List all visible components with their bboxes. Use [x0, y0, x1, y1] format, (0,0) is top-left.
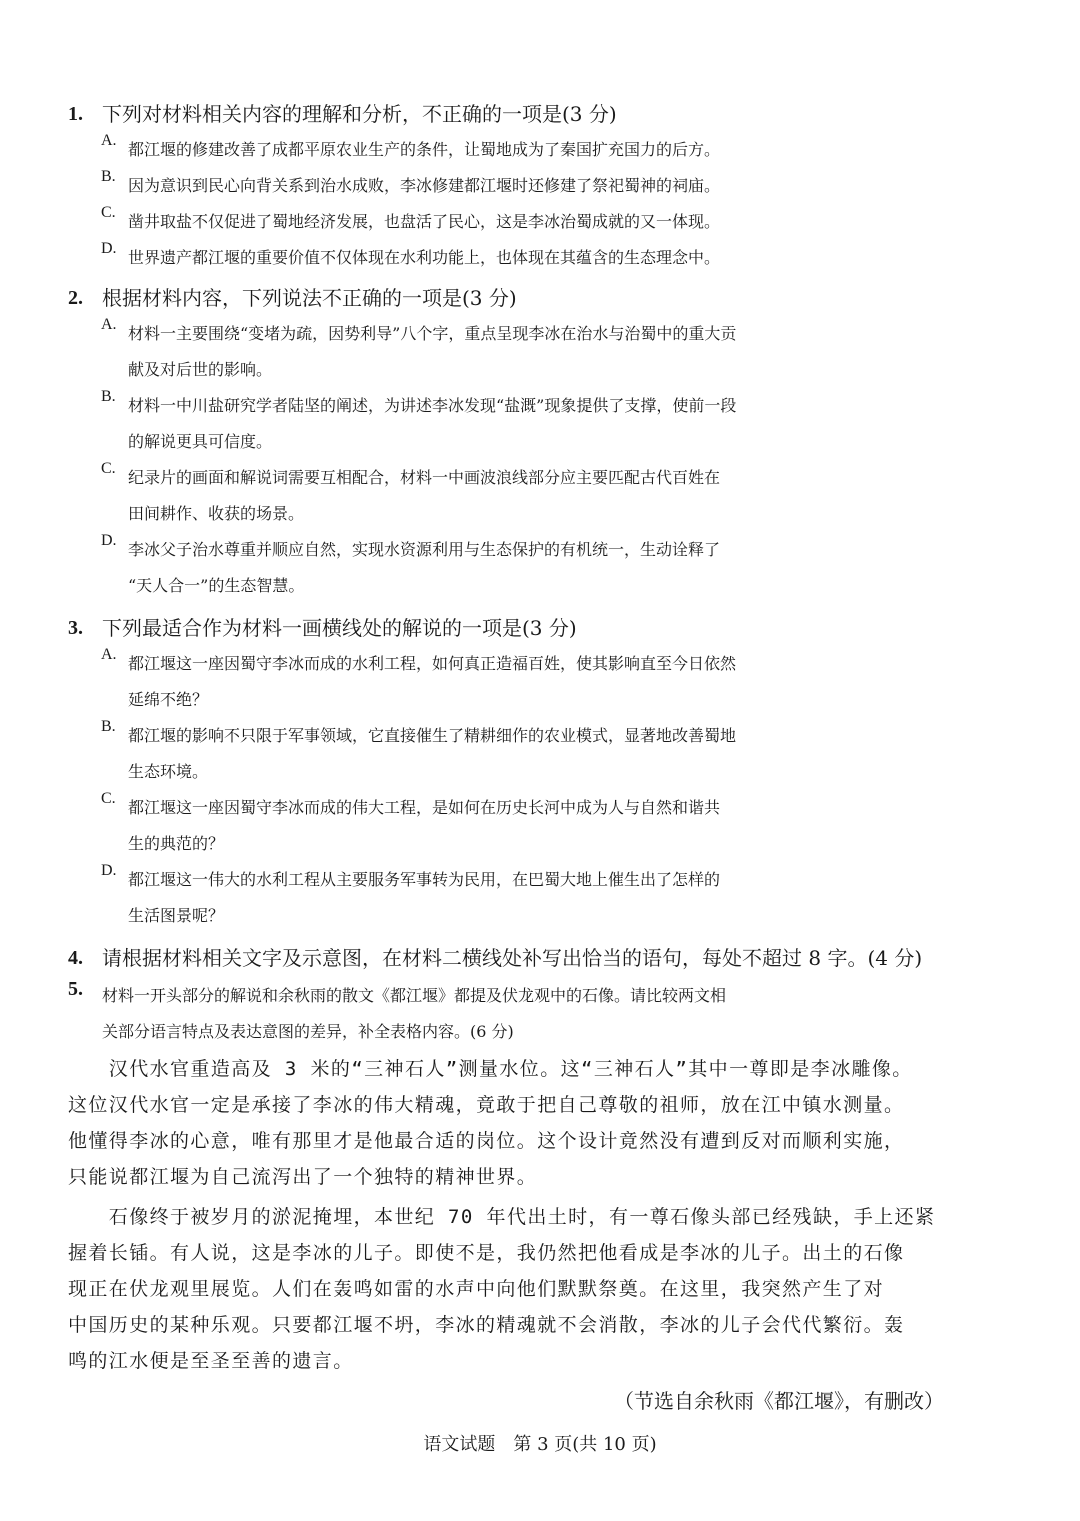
option-letter: B. — [101, 388, 116, 405]
passage-source: （节选自余秋雨《都江堰》，有删改） — [614, 1389, 944, 1413]
question-2 — [68, 280, 958, 604]
question-stem — [68, 978, 958, 1050]
page-footer: 语文试题 第 3 页(共 10 页) — [423, 1434, 657, 1455]
option-letter: B. — [101, 718, 116, 735]
passage-line: 这位汉代水官一定是承接了李冰的伟大精魂，竟敢于把自己尊敬的祖师，放在江中镇水测量。 — [68, 1094, 905, 1116]
question-number: 2. — [68, 287, 83, 309]
option-c — [68, 790, 958, 862]
option-letter: A. — [101, 132, 117, 149]
question-text-continued: 关部分语言特点及表达意图的差异，补全表格内容。(6 分) — [102, 1022, 514, 1041]
question-text: 材料一开头部分的解说和余秋雨的散文《都江堰》都提及伏龙观中的石像。请比较两文相 — [102, 986, 727, 1005]
option-a — [68, 132, 958, 168]
question-text: 请根据材料相关文字及示意图，在材料二横线处补写出恰当的语句，每处不超过 8 字。(4 分) — [102, 946, 923, 970]
option-text: 都江堰这一座因蜀守李冰而成的伟大工程，是如何在历史长河中成为人与自然和谐共 — [128, 798, 721, 817]
option-text-continued: 生态环境。 — [128, 762, 209, 781]
option-text: 都江堰这一座因蜀守李冰而成的水利工程，如何真正造福百姓，使其影响直至今日依然 — [128, 654, 737, 673]
passage-paragraph-1 — [68, 1051, 946, 1195]
question-number: 4. — [68, 947, 83, 969]
option-letter: C. — [101, 790, 116, 807]
question-stem — [68, 610, 958, 646]
option-text: 因为意识到民心向背关系到治水成败，李冰修建都江堰时还修建了祭祀蜀神的祠庙。 — [128, 176, 721, 195]
option-text-continued: 田间耕作、收获的场景。 — [128, 504, 305, 523]
question-text: 下列最适合作为材料一画横线处的解说的一项是(3 分) — [102, 616, 577, 640]
question-1 — [68, 96, 958, 276]
passage-line: 他懂得李冰的心意，唯有那里才是他最合适的岗位。这个设计竟然没有遭到反对而顺利实施， — [68, 1130, 905, 1152]
option-letter: B. — [101, 168, 116, 185]
option-letter: D. — [101, 862, 117, 879]
option-text-continued: “天人合一”的生态智慧。 — [128, 576, 305, 595]
option-text: 纪录片的画面和解说词需要互相配合，材料一中画波浪线部分应主要匹配古代百姓在 — [128, 468, 721, 487]
option-text: 李冰父子治水尊重并顺应自然，实现水资源利用与生态保护的有机统一，生动诠释了 — [128, 540, 721, 559]
option-text: 都江堰这一伟大的水利工程从主要服务军事转为民用，在巴蜀大地上催生出了怎样的 — [128, 870, 721, 889]
option-text: 都江堰的修建改善了成都平原农业生产的条件，让蜀地成为了秦国扩充国力的后方。 — [128, 140, 721, 159]
option-b — [68, 168, 958, 204]
passage-line: 鸣的江水便是至圣至善的遗言。 — [68, 1350, 354, 1372]
option-d — [68, 862, 958, 934]
question-stem — [68, 280, 958, 316]
passage-line: 现正在伏龙观里展览。人们在轰鸣如雷的水声中向他们默默祭奠。在这里，我突然产生了对 — [68, 1278, 885, 1300]
passage-line: 握着长锸。有人说，这是李冰的儿子。即使不是，我仍然把他看成是李冰的儿子。出土的石像 — [68, 1242, 905, 1264]
option-c — [68, 460, 958, 532]
option-text: 世界遗产都江堰的重要价值不仅体现在水利功能上，也体现在其蕴含的生态理念中。 — [128, 248, 721, 267]
option-letter: C. — [101, 460, 116, 477]
option-text-continued: 生活图景呢？ — [128, 906, 225, 925]
option-text: 都江堰的影响不只限于军事领域，它直接催生了精耕细作的农业模式，显著地改善蜀地 — [128, 726, 737, 745]
passage-line: 只能说都江堰为自己流泻出了一个独特的精神世界。 — [68, 1166, 538, 1188]
question-stem — [68, 96, 958, 132]
passage-paragraph-2 — [68, 1199, 946, 1379]
option-letter: A. — [101, 316, 117, 333]
option-text-continued: 延绵不绝？ — [128, 690, 209, 709]
option-a — [68, 316, 958, 388]
passage-line: 汉代水官重造高及 3 米的“三神石人”测量水位。这“三神石人”其中一尊即是李冰雕像。 — [68, 1058, 913, 1080]
option-text-continued: 献及对后世的影响。 — [128, 360, 273, 379]
question-text: 根据材料内容，下列说法不正确的一项是(3 分) — [102, 286, 517, 310]
question-3 — [68, 610, 958, 934]
option-c — [68, 204, 958, 240]
question-number: 5. — [68, 978, 83, 1000]
option-d — [68, 240, 958, 276]
question-number: 3. — [68, 617, 83, 639]
passage-line: 中国历史的某种乐观。只要都江堰不坍，李冰的精魂就不会消散，李冰的儿子会代代繁衍。轰 — [68, 1314, 905, 1336]
question-4 — [68, 940, 958, 976]
option-letter: A. — [101, 646, 117, 663]
option-letter: D. — [101, 240, 117, 257]
option-letter: D. — [101, 532, 117, 549]
question-stem — [68, 940, 958, 976]
passage-line: 石像终于被岁月的淤泥掩埋，本世纪 70 年代出土时，有一尊石像头部已经残缺，手上还紧 — [68, 1206, 936, 1228]
option-letter: C. — [101, 204, 116, 221]
question-5 — [68, 978, 958, 1050]
option-d — [68, 532, 958, 604]
question-text: 下列对材料相关内容的理解和分析，不正确的一项是(3 分) — [102, 102, 617, 126]
option-text-continued: 的解说更具可信度。 — [128, 432, 273, 451]
option-text: 材料一主要围绕“变堵为疏，因势利导”八个字，重点呈现李冰在治水与治蜀中的重大贡 — [128, 324, 737, 343]
option-text-continued: 生的典范的？ — [128, 834, 225, 853]
option-text: 材料一中川盐研究学者陆坚的阐述，为讲述李冰发现“盐溉”现象提供了支撑，使前一段 — [128, 396, 737, 415]
option-text: 凿井取盐不仅促进了蜀地经济发展，也盘活了民心，这是李冰治蜀成就的又一体现。 — [128, 212, 721, 231]
option-b — [68, 718, 958, 790]
option-b — [68, 388, 958, 460]
option-a — [68, 646, 958, 718]
question-number: 1. — [68, 103, 83, 125]
